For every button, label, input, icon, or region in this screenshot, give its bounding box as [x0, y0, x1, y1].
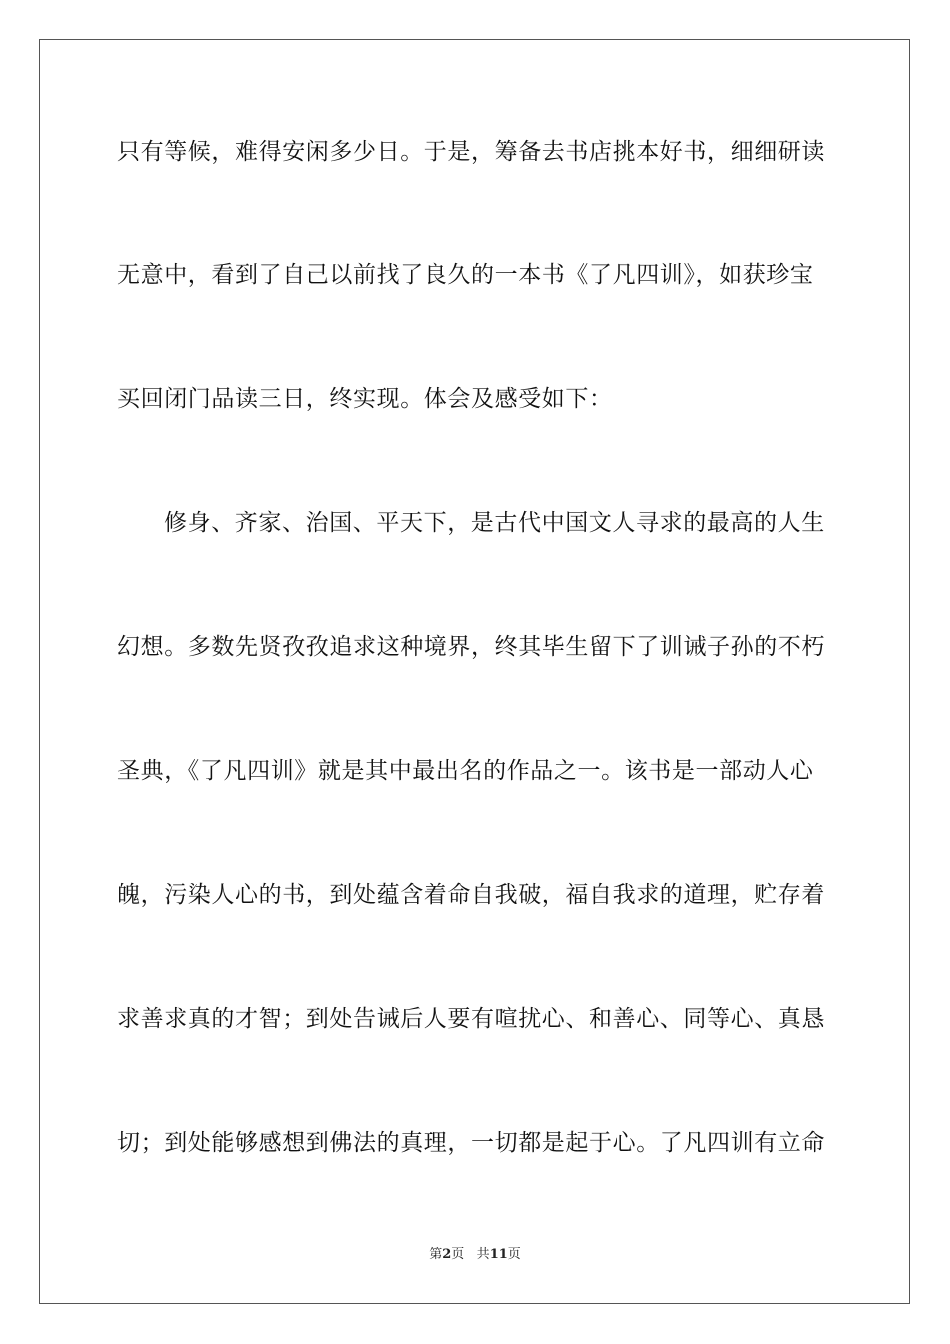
text-line-4: 修身、齐家、治国、平天下，是古代中国文人寻求的最高的人生: [164, 510, 825, 536]
total-suffix: 页: [507, 1247, 521, 1262]
page-border: [39, 39, 910, 1304]
text-line-6: 圣典，《了凡四训》就是其中最出名的作品之一。该书是一部动人心: [117, 758, 814, 784]
text-line-3: 买回闭门品读三日，终实现。体会及感受如下：: [117, 386, 613, 412]
page-prefix: 第: [429, 1247, 443, 1262]
text-line-9: 切；到处能够感想到佛法的真理，一切都是起于心。了凡四训有立命: [117, 1130, 825, 1156]
page-suffix: 页: [451, 1247, 465, 1262]
text-line-7: 魄，污染人心的书，到处蕴含着命自我破，福自我求的道理，贮存着: [117, 882, 825, 908]
text-line-2: 无意中，看到了自己以前找了良久的一本书《了凡四训》，如获珍宝: [117, 262, 814, 288]
total-pages: 11: [489, 1247, 508, 1262]
page-footer: [0, 1247, 950, 1263]
total-prefix: 共: [476, 1247, 490, 1262]
text-line-8: 求善求真的才智；到处告诫后人要有喧扰心、和善心、同等心、真恳: [117, 1006, 825, 1032]
text-line-1: 只有等候，难得安闲多少日。于是，筹备去书店挑本好书，细细研读: [117, 139, 825, 165]
page-number: 2: [442, 1247, 452, 1262]
text-line-5: 幻想。多数先贤孜孜追求这种境界，终其毕生留下了训诫子孙的不朽: [117, 634, 825, 660]
